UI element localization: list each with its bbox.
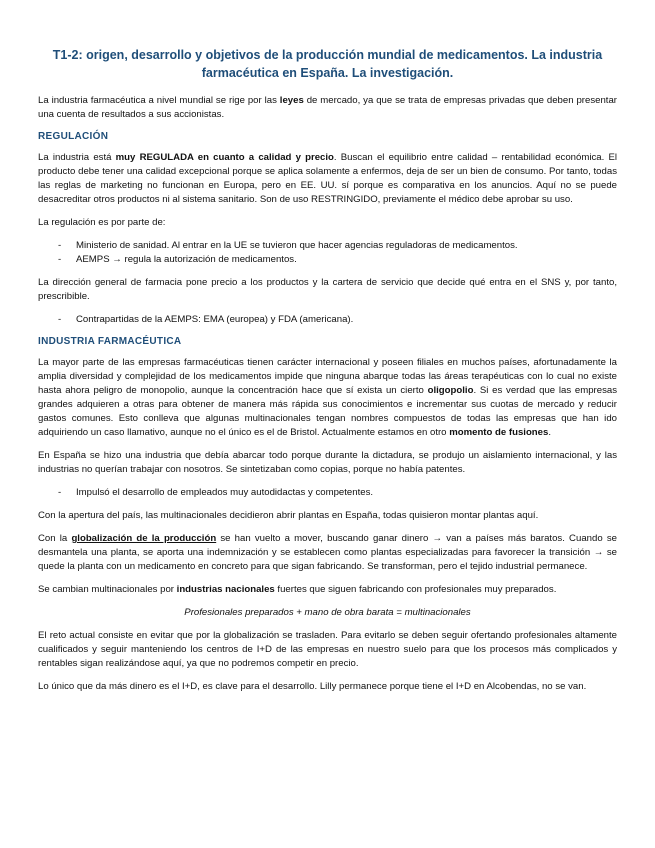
formula-line: Profesionales preparados + mano de obra barata = multinacionales	[184, 607, 471, 618]
regulacion-list-1	[38, 239, 617, 267]
section-heading-regulacion: REGULACIÓN	[38, 131, 109, 142]
industria-paragraph-1	[38, 356, 617, 440]
regulacion-paragraph-3: La dirección general de farmacia pone precio a los productos y la cartera de servicio que decide qué entra en el SNS y, por tanto, prescribible.	[38, 277, 617, 302]
text: La mayor parte de las empresas farmacéuticas tienen carácter internacional y poseen filiales en muchos países, afortunadamente la amplia diversidad y complejidad de los medicamentos impide que ninguna abarque todas las áreas terapéuticas con lo cual no existe hasta ahora peligro de monopolio, aunque la concentración hace que sí exista un cierto	[38, 357, 617, 396]
industria-paragraph-5	[38, 583, 617, 597]
industria-paragraph-6: El reto actual consiste en evitar que por la globalización se trasladen. Para evitarlo se deben seguir ofertando profesionales altamente cualificados y seguir manteniendo los centros de I+D de las empresas en nuestro suelo para que los procesos más complicados y rentables sigan realizándose aquí, ya que no podremos competir en precio.	[38, 630, 617, 669]
page-title: T1-2: origen, desarrollo y objetivos de la producción mundial de medicamentos. La industria farmacéutica en España. La investigación.	[52, 48, 603, 80]
section-heading-industria: INDUSTRIA FARMACÉUTICA	[38, 336, 182, 347]
text: La industria está	[38, 152, 116, 163]
list-item: - Ministerio de sanidad. Al entrar en la UE se tuvieron que hacer agencias reguladoras de medicamentos.	[38, 239, 617, 253]
text: de mercado, ya que se trata de empresas privadas que deben presentar una cuenta de resultados a sus accionistas.	[38, 95, 617, 120]
industria-list-1	[38, 486, 617, 500]
text: fuertes que siguen fabricando con profesionales muy preparados.	[274, 584, 557, 595]
text: Con la	[38, 533, 72, 544]
list-item: - AEMPS → regula la autorización de medicamentos.	[38, 253, 617, 267]
industria-paragraph-3: Con la apertura del país, las multinacionales decidieron abrir plantas en España, todas quisieron montar plantas aquí.	[38, 510, 539, 521]
text: . Buscan el equilibrio entre calidad – rentabilidad económica. El producto debe tener una calidad excepcional porque se aplica solamente a enfermos, deja de ser un bien de consumo. Por tanto, todas las reglas de marketing no funcionan en Europa, pero en EE. UU. sí porque es comparativa en los anuncios. Aquí no se puede desacreditar otros productos ni al sistema sanitario. Son de uso RESTRINGIDO, previamente el médico debe aprobar su uso.	[38, 152, 617, 205]
list-item: - Contrapartidas de la AEMPS: EMA (europea) y FDA (americana).	[38, 313, 617, 327]
text: .	[548, 427, 552, 438]
regulacion-paragraph-2: La regulación es por parte de:	[38, 217, 166, 228]
industria-paragraph-7: Lo único que da más dinero es el I+D, es clave para el desarrollo. Lilly permanece porque tiene el I+D en Alcobendas, no se van.	[38, 681, 587, 692]
industria-paragraph-4	[38, 532, 617, 574]
text: Se cambian multinacionales por	[38, 584, 177, 595]
text: . Si es verdad que las empresas grandes adquieren a otras para obtener de manera más rápida sus conocimientos e incrementar sus cuotas de mercado y reducir gastos comunes. Esto conlleva que algunas multinacionales tengan nombres compuestos de todas las empresas que han ido adquiriendo un caso llamativo, aunque no el único es el de Bristol. Actualmente estamos en otro	[38, 385, 617, 438]
bold-text: muy REGULADA en cuanto a calidad y precio	[115, 152, 334, 163]
bold-text: industrias nacionales	[176, 584, 275, 595]
intro-paragraph	[38, 94, 617, 122]
list-item: - Impulsó el desarrollo de empleados muy autodidactas y competentes.	[38, 486, 617, 500]
text: La industria farmacéutica a nivel mundial se rige por las	[38, 95, 280, 106]
industria-paragraph-2: En España se hizo una industria que debía abarcar todo porque durante la dictadura, se produjo un aislamiento internacional, y las industrias no querían trabajar con nosotros. Se sintetizaban como copias, porque no había patentes.	[38, 450, 617, 475]
text: se han vuelto a mover, buscando ganar dinero → van a países más baratos. Cuando se desmantela una planta, se aporta una indemnización y se establecen como plantas especializadas para favorecer la transición → se quede la planta con un medicamento en concreto para que sigan fabricando. Se transforman, pero el tejido industrial permanece.	[38, 533, 617, 572]
regulacion-list-2	[38, 313, 617, 327]
bold-text: leyes	[279, 95, 304, 106]
bold-underlined-text: globalización de la producción	[71, 533, 217, 544]
bold-text: momento de fusiones	[449, 427, 549, 438]
bold-text: oligopolio	[427, 385, 474, 396]
regulacion-paragraph-1	[38, 151, 617, 207]
